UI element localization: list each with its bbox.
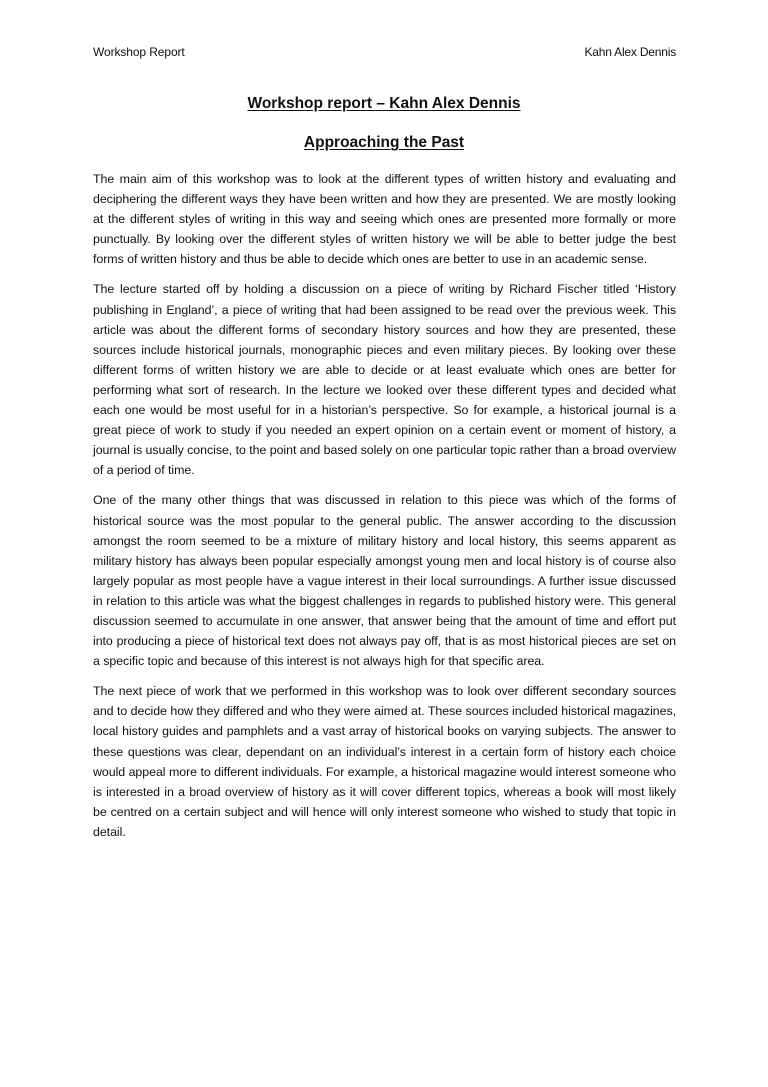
header-right-author: Kahn Alex Dennis — [584, 45, 676, 59]
paragraph-3: One of the many other things that was discussed in relation to this piece was which of the forms of historical source was the most popular to the general public. The answer according to the discussion amongst the room seemed to be a mixture of military history and local history, this seems apparent as military history has always been popular especially amongst young men and local history is of course also largely popular as most people have a vague interest in their local surroundings. A further issue discussed in relation to this article was what the biggest challenges in regards to published history were. This general discussion seemed to accumulate in one answer, that answer being that the amount of time and effort put into producing a piece of historical text does not always pay off, that is as most historical pieces are set on a specific topic and because of this interest is not always high for that specific area. — [93, 493, 676, 669]
paragraph-4: The next piece of work that we performed in this workshop was to look over different secondary sources and to decide how they differed and who they were aimed at. These sources included historical magazines, local history guides and pamphlets and a vast array of historical books on varying subjects. The answer to these questions was clear, dependant on an individual’s interest in a certain form of history each choice would appeal more to different individuals. For example, a historical magazine would interest someone who is interested in a broad overview of history as it will cover different topics, whereas a book will most likely be centred on a certain subject and will hence will only interest someone who wished to study that topic in detail. — [93, 684, 676, 839]
paragraph-2: The lecture started off by holding a discussion on a piece of writing by Richard Fischer titled ‘History publishing in England’, a piece of writing that had been assigned to be read over the previous week. This article was about the different forms of secondary history sources and how they are presented, these sources include historical journals, monographic pieces and even military pieces. By looking over these different forms of written history we are able to decide or at least evaluate which ones are better for performing what sort of research. In the lecture we looked over these different types and decided what each one would be most useful for in a historian’s perspective. So for example, a historical journal is a great piece of work to study if you needed an expert opinion on a certain event or moment of history, a journal is usually concise, to the point and based solely on one particular topic rather than a broad overview of a period of time. — [93, 282, 676, 478]
document-title: Workshop report – Kahn Alex Dennis — [247, 95, 521, 112]
header-left-text: Workshop Report — [93, 45, 185, 59]
document-subtitle: Approaching the Past — [303, 134, 465, 151]
document-body — [93, 169, 676, 852]
paragraph-1: The main aim of this workshop was to look at the different types of written history and evaluating and deciphering the different ways they have been written and how they are presented. We are mostly looking at the different styles of writing in this way and seeing which ones are presented more formally or more punctually. By looking over the different styles of written history we will be able to better judge the best forms of written history and thus be able to decide which ones are better to use in an academic sense. — [93, 172, 676, 267]
